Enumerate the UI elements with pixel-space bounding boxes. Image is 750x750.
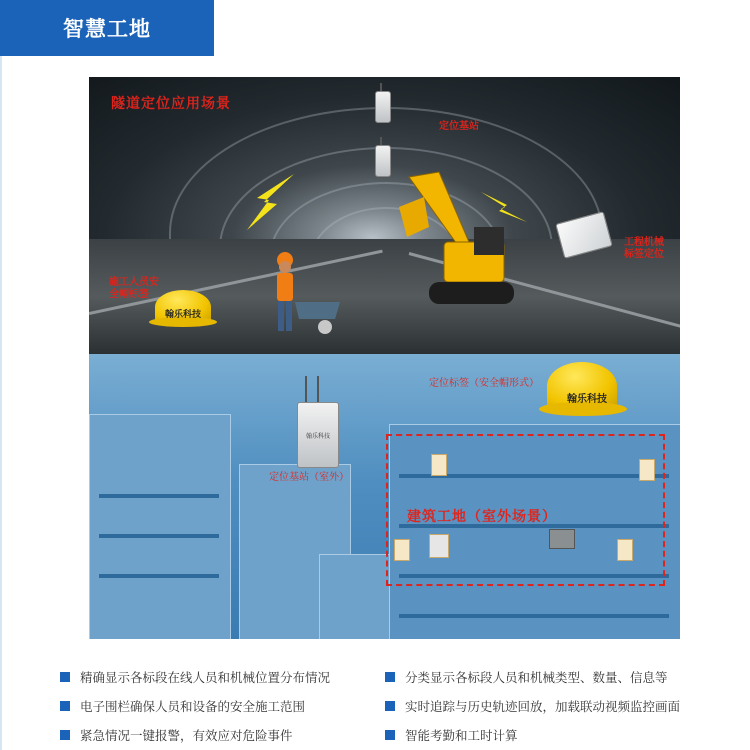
signal-icon [239,172,299,232]
feature-list [0,660,750,750]
helmet-brand: 翰乐科技 [567,394,607,405]
base-station-icon [431,454,447,476]
site-scene-image [89,354,680,639]
personnel-label: 施工人员安 全帽标签 [109,277,159,300]
feature-item: 精确显示各标段在线人员和机械位置分布情况 [60,668,330,686]
excavator-icon [389,167,519,312]
bullet-icon [385,730,395,740]
helmet-brand: 翰乐科技 [165,310,202,320]
bullet-icon [60,701,70,711]
machinery-label: 工程机械 标签定位 [624,237,664,260]
worker-icon [429,534,449,558]
tunnel-scene-image [89,77,680,354]
base-station-icon [394,539,410,561]
base-station-icon [375,91,391,123]
bullet-icon [60,672,70,682]
tunnel-scene-title: 隧道定位应用场景 [111,96,231,112]
base-station-label: 定位基站 [439,121,479,132]
outdoor-base-station-icon: 翰乐科技 [297,402,339,468]
bullet-icon [385,672,395,682]
feature-item: 分类显示各标段人员和机械类型、数量、信息等 [385,668,668,686]
bullet-icon [60,730,70,740]
base-station-icon [639,459,655,481]
feature-item: 紧急情况一键报警，有效应对危险事件 [60,726,293,744]
feature-item: 实时追踪与历史轨迹回放，加载联动视频监控画面 [385,697,680,715]
feature-item: 智能考勤和工时计算 [385,726,518,744]
bullet-icon [385,701,395,711]
feature-item: 电子围栏确保人员和设备的安全施工范围 [60,697,305,715]
site-scene-title: 建筑工地（室外场景） [407,509,557,525]
helmet-tag-label: 定位标签（安全帽形式） [429,378,539,389]
outdoor-station-label: 定位基站（室外） [269,472,349,483]
page-title: 智慧工地 [0,0,214,56]
machinery-icon [549,529,575,549]
left-divider [0,56,2,750]
worker-icon [265,247,345,342]
base-station-icon [617,539,633,561]
